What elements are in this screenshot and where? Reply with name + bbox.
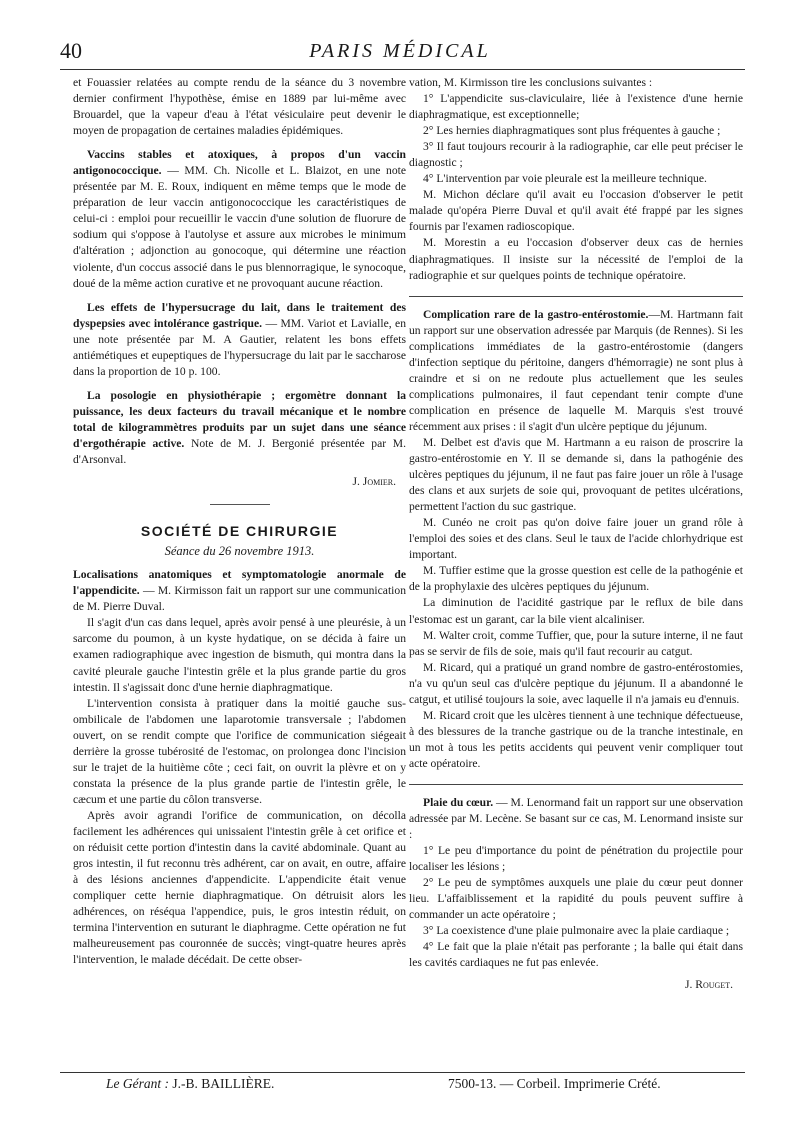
article-title: Plaie du cœur. — [423, 795, 494, 809]
header-rule — [60, 69, 745, 70]
article-title: La posologie en physiothérapie ; ergomètre donnant la puissance, les deux facteurs du travail mécanique et le nombre total de kilogrammètres produits par un sujet dans une séance d'ergothérapie active. — [73, 388, 406, 450]
paragraph-vaccins — [73, 147, 406, 291]
right-column — [409, 75, 743, 994]
article-title: Les effets de l'hypersucrage du lait, dans le traitement des dyspepsies avec intolérance gastrique. — [73, 300, 406, 330]
paragraph: La diminution de l'acidité gastrique par le reflux de bile dans l'estomac est un garant, car la bile vient alcaliniser. — [409, 596, 743, 626]
page-number: 40 — [60, 38, 82, 63]
paragraph: M. Walter croit, comme Tuffier, que, pour la suture interne, il ne faut pas se servir de fils de soie, mais qu'il faut recourir au catgut. — [409, 628, 743, 658]
paragraph: M. Cunéo ne croit pas qu'on doive faire jouer un grand rôle à l'emploi des soies et des clans. Seul le taux de l'acide chlorhydrique est important. — [409, 516, 743, 562]
running-title: PARIS MÉDICAL — [309, 40, 491, 62]
paragraph-plaie — [409, 795, 743, 843]
paragraph: M. Ricard, qui a pratiqué un grand nombre de gastro-entérostomies, n'a vu qu'un seul cas d'ulcère peptique du jéjunum. Il a abandonné le catgut, et utilisé toujours la soie, avec laquelle il n'a jamais eu d'ennuis. — [409, 660, 743, 706]
paragraph-localisations — [73, 567, 406, 615]
paragraph-lait — [73, 300, 406, 380]
signature-rouget: J. Rouget. — [684, 978, 733, 992]
signature-jomier: J. Jomier. — [352, 475, 396, 489]
paragraph: M. Ricard croit que les ulcères tiennent à une technique défectueuse, à des blessures de la tranche gastrique ou de la tranche intestinale, en un mot à tous les petits accidents qui peuvent venir compliquer tout acte opératoire. — [409, 708, 743, 770]
paragraph: Il s'agit d'un cas dans lequel, après avoir pensé à une pleurésie, à un sarcome du poumon, à un kyste hydatique, on se décida à faire un examen radiographique avec ingestion de bismuth, qui montra dans la cavité pleurale gauche l'intestin grêle et la plus grande partie du gros intestin. Il s'agissait donc d'une hernie diaphragmatique. — [73, 616, 406, 694]
left-column — [73, 75, 406, 968]
paragraph-complication — [409, 307, 743, 435]
list-item: 2° Le peu de symptômes auxquels une plaie du cœur peut donner lieu. L'affaiblissement et la rapidité du pouls peuvent suffire à commander un acte opératoire ; — [409, 876, 743, 922]
article-text: — M. Lenormand fait un rapport sur une observation adressée par M. Lecène. Se basant sur ce cas, M. Lenormand insiste sur : — [409, 795, 743, 842]
article-text: en une note présentée par M. E. Roux, indiquent en même temps que le mode de préparation de leur vaccin antigonococcique les caractéristiques de celui-ci : emploi pour recueillir le vaccin d'une solution de fluorure de sodium qui s'oppose à l'autolyse et assure aux microbes le minimum d'altération ; adjonction au gonocoque, qui détermine une réaction violente, d'un coccus associé dans le pus blennorragique, le synocoque, doué de la même action curative et ne provoquant aucune réaction. — [73, 164, 406, 290]
article-title: Localisations anatomiques et symptomatologie anormale de l'appendicite. — [73, 568, 406, 598]
article-text: — MM. Variot et Lavialle, en une note présentée par M. A Gautier, relatent les bons effets antiémétiques et eupeptiques de l'hypersucrage du lait par le saccharose dans la proportion de 10 p. 100. — [73, 316, 407, 378]
conclusion-item: 4° L'intervention par voie pleurale est la meilleure technique. — [423, 172, 707, 186]
list-item: 3° La coexistence d'une plaie pulmonaire avec la plaie cardiaque ; — [423, 924, 730, 938]
paragraph: M. Tuffier estime que la grosse question est celle de la pathogénie et de la prophylaxie des ulcères peptiques du jéjunum. — [409, 564, 743, 594]
footer-rule — [60, 1072, 745, 1073]
section-divider — [409, 784, 743, 785]
paragraph: M. Delbet est d'avis que M. Hartmann a eu raison de proscrire la gastro-entérostomie en Y. Il se demande si, dans la pathogénie des ulcères peptiques du jéjunum, il ne faut pas faire jouer un rôle à l'usage des clans et aux surjets de soie qui, provoquant de petites ulcérations, permettent l'action du suc gastrique. — [409, 435, 743, 514]
conclusion-item: 3° Il faut toujours recourir à la radiographie, car elle peut préciser le diagnostic ; — [409, 140, 743, 170]
gerant-name: J.-B. BAILLIÈRE. — [169, 1076, 275, 1091]
paragraph-posologie — [73, 388, 406, 468]
section-title: SOCIÉTÉ DE CHIRURGIE — [140, 523, 339, 540]
paragraph: M. Michon déclare qu'il avait eu l'occasion d'observer le petit malade qu'opéra Pierre Duval et qu'il avait été frappé par les signes fournis par l'examen radioscopique. — [409, 188, 743, 234]
paragraph: et Fouassier relatées au compte rendu de la séance du 3 novembre dernier confirment l'hypothèse, émise en 1889 par lui-même avec Brouardel, que la vapeur d'eau à l'état vésiculaire peut devenir le moyen de propagation de certaines maladies épidémiques. — [73, 76, 406, 138]
paragraph: M. Morestin a eu l'occasion d'observer deux cas de hernies diaphragmatiques. Il insiste sur la nécessité de l'emploi de la radiographie et sur quelques points de technique opératoire. — [409, 236, 743, 282]
gerant-label: Le Gérant : — [106, 1076, 169, 1091]
paragraph: vation, M. Kirmisson tire les conclusions suivantes : — [409, 76, 653, 89]
article-title: Complication rare de la gastro-entérostomie. — [423, 307, 649, 321]
article-title: Vaccins stables et atoxiques, à propos d'un vaccin antigonococcique. — [73, 148, 406, 178]
article-text: — M. Kirmisson fait un rapport sur une communication de M. Pierre Duval. — [73, 584, 406, 614]
article-text: —M. Hartmann fait un rapport sur une observation adressée par Marquis (de Rennes). Si les complications immédiates de la gastro-entérostomie (dangers d'infection septique du péritoine, dangers d'hémorragie) ne sont plus à craindre et si on ne redoute plus actuellement que les seules complications pulmonaires, il faut cependant tenir compte d'une complication en présence de laquelle M. Marquis s'est trouvé récemment aux prises : il s'agit d'un ulcère peptique du jéjunum. — [409, 307, 743, 433]
paragraph: Après avoir agrandi l'orifice de communication, on décolla facilement les adhérences qui unissaient l'intestin grêle à cet orifice et on réduisit cette portion d'intestin dans la cavité abdominale. Quant au gros intestin, il fut reconnu très adhérent, car on avait, en outre, affaire à des lésions anciennes d'appendicite. L'appendicite était venue compliquer cette hernie diaphragmatique. On détruisit alors les adhérences, on réséqua l'appendice, puis, le gros intestin réduit, on termina l'intervention en suturant le diaphragme. Cette opération ne fut malheureusement pas couronnée de succès; vingt-quatre heures après l'intervention, le malade décédait. De cette obser- — [73, 808, 406, 967]
paragraph: L'intervention consista à pratiquer dans la moitié gauche sus-ombilicale de l'abdomen une laparotomie transversale ; l'abdomen ouvert, on se rendit compte que l'orifice de communication siégeait derrière la grosse tubérosité de l'estomac, on prolongea donc l'incision sur le trajet de la huitième côte ; ceci fait, on ouvrit la plèvre et on y constata la présence de la plus grande partie de l'intestin grêle, le cæcum et une partie du côlon transverse. — [73, 696, 406, 806]
conclusion-item: 1° L'appendicite sus-claviculaire, liée à l'existence d'une hernie diaphragmatique, est exceptionnelle; — [409, 92, 743, 122]
conclusion-item: 2° Les hernies diaphragmatiques sont plus fréquentes à gauche ; — [423, 124, 721, 138]
footer-gerant — [106, 1076, 274, 1092]
article-authors: — MM. Ch. Nicolle et L. Blaizot, — [161, 164, 342, 178]
section-divider — [409, 296, 743, 297]
session-date: Séance du 26 novembre 1913. — [164, 544, 315, 559]
list-item: 1° Le peu d'importance du point de pénétration du projectile pour localiser les lésions ; — [409, 844, 743, 874]
list-item: 4° Le fait que la plaie n'était pas perforante ; la balle qui était dans les cavités cardiaques ne fut pas enlevée. — [409, 940, 743, 970]
section-divider — [210, 504, 270, 505]
footer-printer: 7500-13. — Corbeil. Imprimerie Crété. — [448, 1076, 661, 1091]
article-text: Note de M. J. Bergonié présentée par M. d'Arsonval. — [73, 436, 407, 467]
